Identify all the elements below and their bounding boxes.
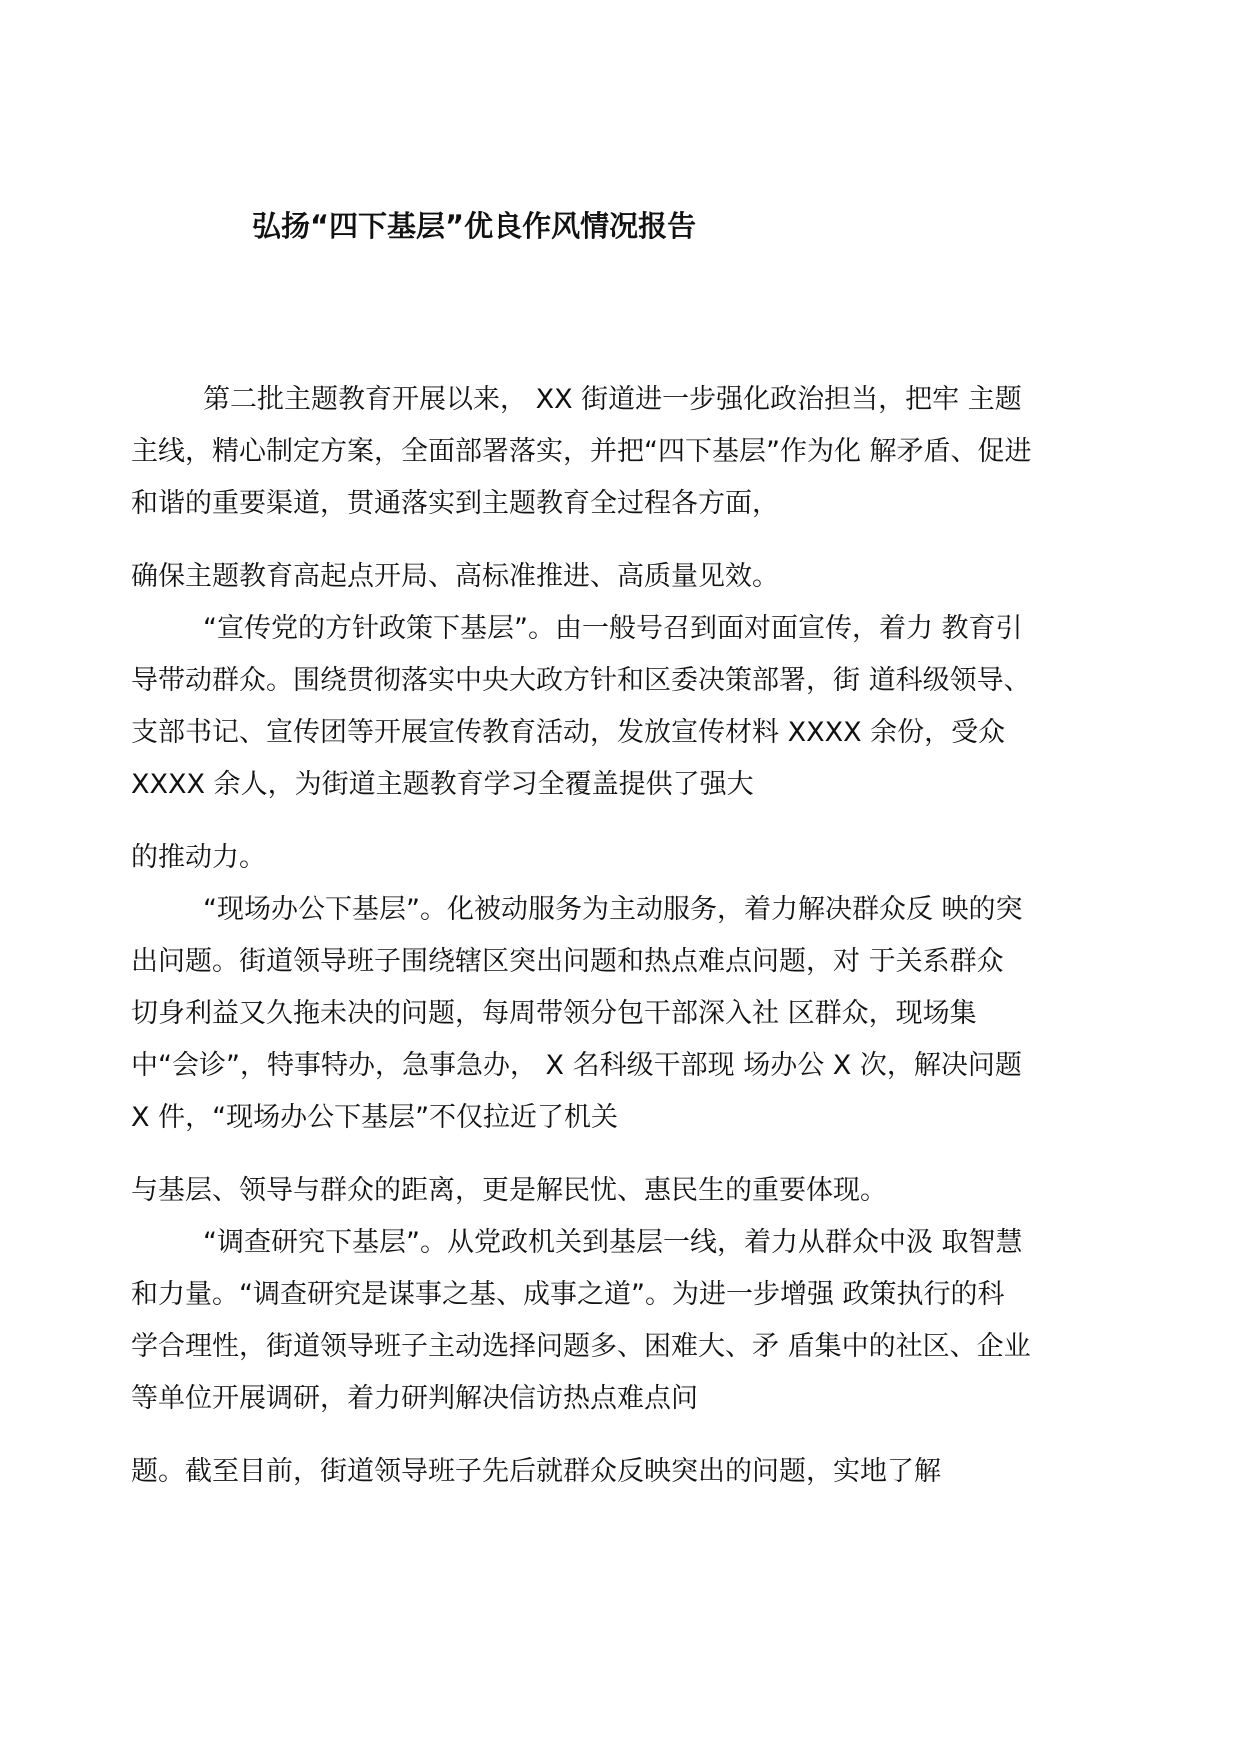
document-title: 弘扬“四下基层”优良作风情况报告	[252, 209, 697, 243]
paragraph-gap	[131, 1425, 1121, 1446]
text-line: “现场办公下基层”。化被动服务为主动服务，着力解决群众反 映的突	[203, 894, 1023, 925]
text-line: 等单位开展调研，着力研判解决信访热点难点问	[131, 1383, 698, 1414]
text-line: 导带动群众。围绕贯彻落实中央大政方针和区委决策部署，街 道科级领导、	[131, 665, 1031, 696]
text-line: 题。截至目前，街道领导班子先后就群众反映突出的问题，实地了解	[131, 1456, 941, 1487]
paragraph-propaganda-end	[131, 832, 1121, 884]
text-line: 中“会诊”，特事特办，急事急办， X 名科级干部现 场办公 X 次，解决问题	[131, 1050, 1022, 1081]
text-line: 出问题。街道领导班子围绕辖区突出问题和热点难点问题，对 于关系群众	[131, 946, 1004, 977]
document-body	[131, 374, 1121, 1498]
paragraph-onsite-office	[131, 884, 1121, 1144]
text-line: 的推动力。	[131, 842, 266, 873]
paragraph-propaganda	[131, 603, 1121, 811]
text-line: 与基层、领导与群众的距离，更是解民忧、惠民生的重要体现。	[131, 1175, 887, 1206]
text-line: 和谐的重要渠道，贯通落实到主题教育全过程各方面，	[131, 488, 779, 519]
paragraph-intro	[131, 374, 1121, 530]
paragraph-intro-end	[131, 551, 1121, 603]
text-line: 支部书记、宣传团等开展宣传教育活动，发放宣传材料 XXXX 余份，受众	[131, 717, 1006, 748]
paragraph-gap	[131, 811, 1121, 832]
paragraph-research-end	[131, 1446, 1121, 1498]
text-line: 学合理性，街道领导班子主动选择问题多、困难大、矛 盾集中的社区、企业	[131, 1331, 1031, 1362]
text-line: 和力量。“调查研究是谋事之基、成事之道”。为进一步增强 政策执行的科	[131, 1279, 1005, 1310]
text-line: “调查研究下基层”。从党政机关到基层一线，着力从群众中汲 取智慧	[203, 1227, 1023, 1258]
paragraph-research	[131, 1217, 1121, 1425]
text-line: X 件，“现场办公下基层”不仅拉近了机关	[131, 1102, 619, 1133]
paragraph-gap	[131, 530, 1121, 551]
text-line: 第二批主题教育开展以来， XX 街道进一步强化政治担当，把牢 主题	[203, 384, 1022, 415]
paragraph-onsite-office-end	[131, 1165, 1121, 1217]
text-line: 确保主题教育高起点开局、高标准推进、高质量见效。	[131, 561, 779, 592]
text-line: XXXX 余人，为街道主题教育学习全覆盖提供了强大	[131, 769, 754, 800]
paragraph-gap	[131, 1144, 1121, 1165]
text-line: 主线，精心制定方案，全面部署落实，并把“四下基层”作为化 解矛盾、促进	[131, 436, 1032, 467]
text-line: “宣传党的方针政策下基层”。由一般号召到面对面宣传，着力 教育引	[203, 613, 1023, 644]
text-line: 切身利益又久拖未决的问题，每周带领分包干部深入社 区群众，现场集	[131, 998, 977, 1029]
